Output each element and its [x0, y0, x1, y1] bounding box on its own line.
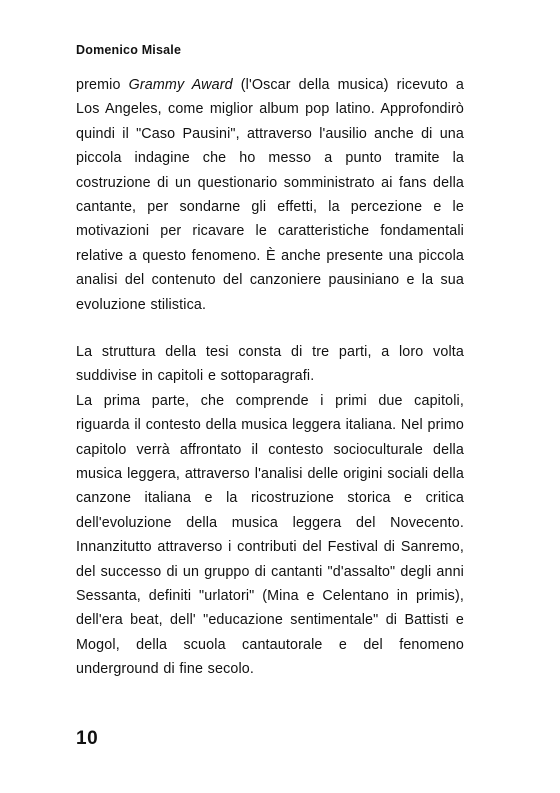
paragraph-grammy	[76, 73, 464, 317]
italic-award-name: Grammy Award	[128, 77, 233, 93]
running-head-author: Domenico Misale	[76, 43, 182, 57]
page-number: 10	[76, 728, 99, 749]
paragraph-thesis-structure: La struttura della tesi consta di tre parti, a loro volta suddivise in capitoli e sottoparagrafi.	[76, 344, 464, 385]
body-text-upper	[76, 73, 464, 317]
paragraph-first-part: La prima parte, che comprende i primi due capitoli, riguarda il contesto della musica leggera italiana. Nel primo capitolo verrà affrontato il contesto socioculturale della musica leggera, attraverso l'analisi delle origini sociali della canzone italiana e la ricostruzione storica e critica dell'evoluzione della musica leggera del Novecento. Innanzitutto attraverso i contributi del Festival di Sanremo, del successo di un gruppo di cantanti "d'assalto" degli anni Sessanta, definiti "urlatori" (Mina e Celentano in primis), dell'era beat, dell' "educazione sentimentale" di Battisti e Mogol, della scuola cantautorale e del fenomeno underground di fine secolo.	[76, 392, 464, 678]
body-text-lower	[76, 340, 464, 682]
paragraph-text-start: premio	[76, 77, 129, 93]
paragraph-text-rest: (l'Oscar della musica) ricevuto a Los Angeles, come miglior album pop latino. Approfondirò quindi il "Caso Pausini", attraverso l'ausilio anche di una piccola indagine che ho messo a punto tramite la costruzione di un questionario somministrato ai fans della cantante, per sondarne gli effetti, la percezione e le motivazioni per ricavare le caratteristiche fondamentali relative a questo fenomeno. È anche presente una piccola analisi del contenuto del canzoniere pausiniano e la sua evoluzione stilistica.	[76, 77, 464, 313]
